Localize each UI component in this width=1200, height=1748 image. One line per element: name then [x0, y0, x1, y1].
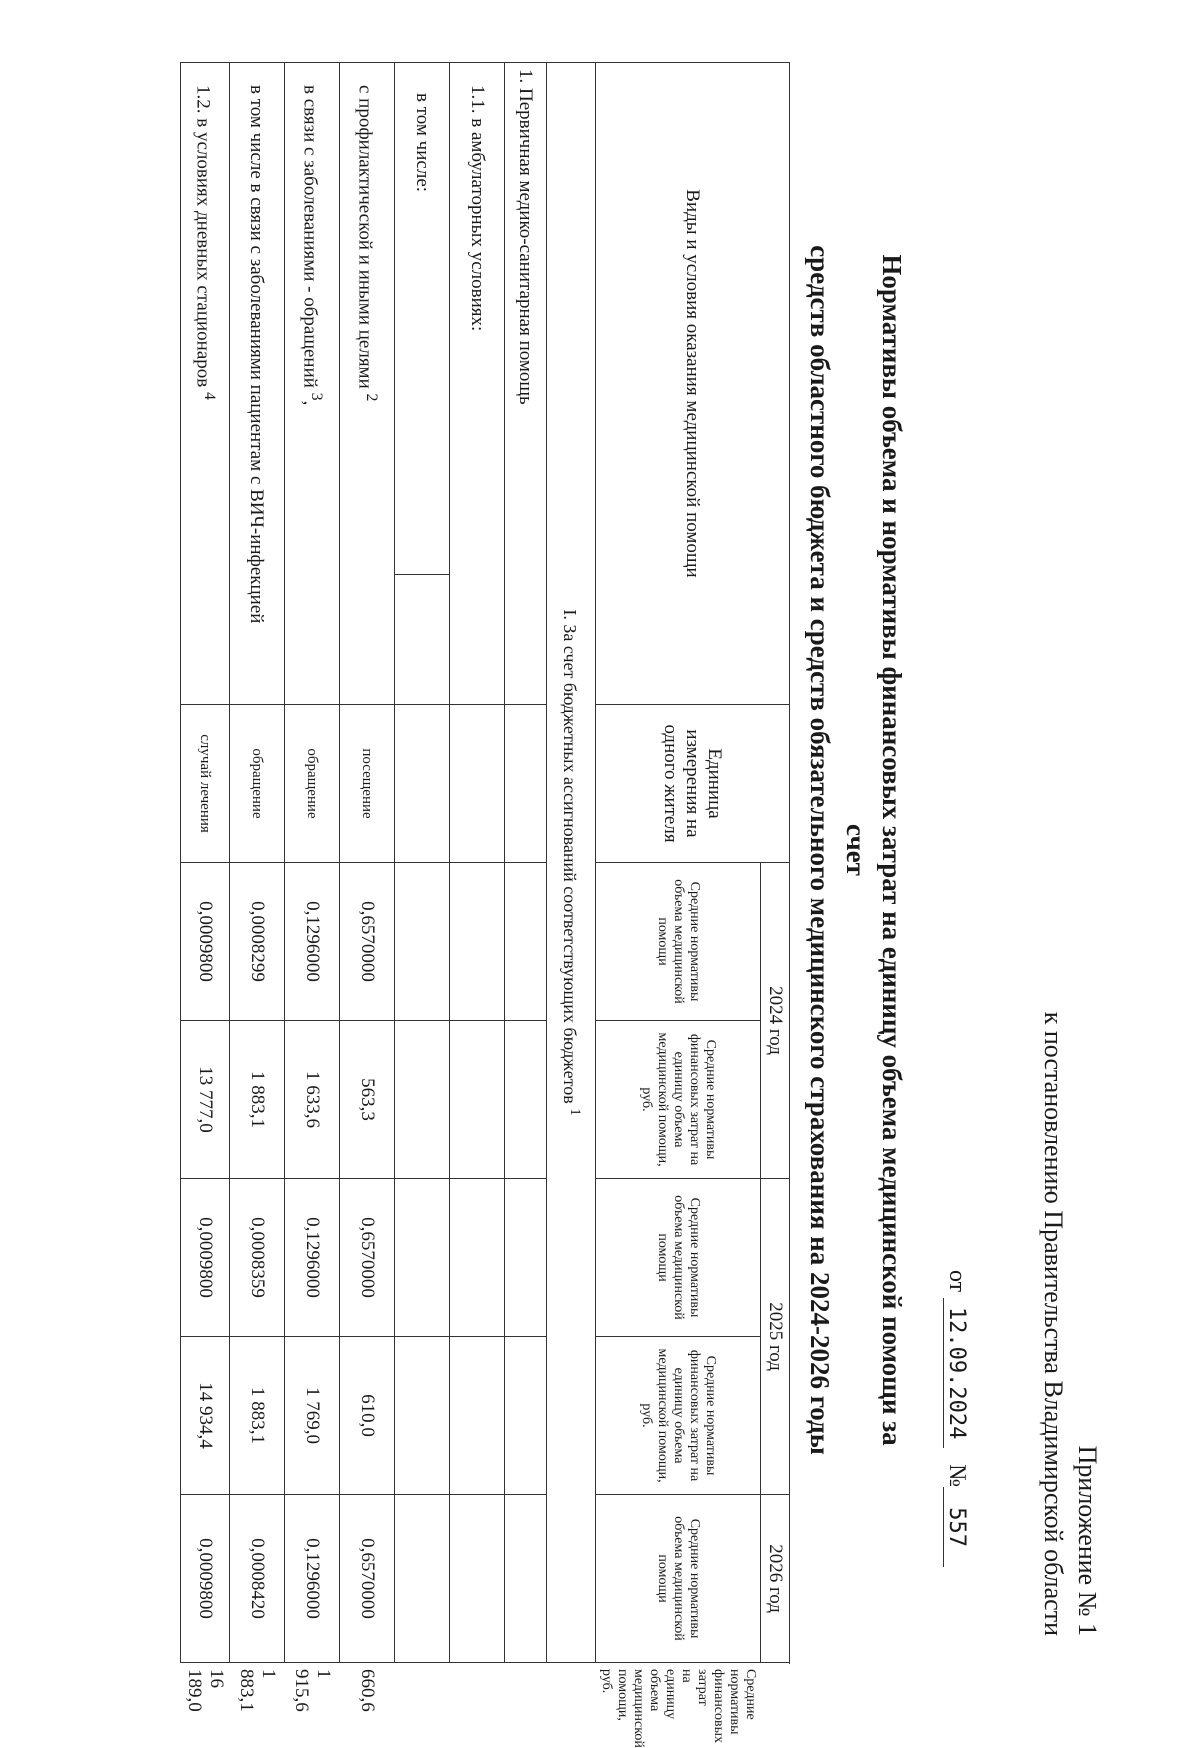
header-volume-2024: Средние нормативы объема медицинской помощи	[596, 863, 761, 1021]
row-name-tail: ,	[299, 400, 321, 406]
date-prefix: от	[944, 1270, 970, 1293]
value-cell: 0,1296000	[285, 863, 340, 1021]
appendix-number: Приложение № 1	[1073, 1445, 1102, 1636]
header-year-2025: 2025 год	[761, 1179, 790, 1495]
row-name-text: в связи с заболеваниями - обращений	[299, 85, 321, 388]
value-cell: 1 769,0	[285, 1337, 340, 1495]
row-name: 1. Первичная медико-санитарная помощь	[505, 63, 547, 705]
value-cell: 0,6570000	[340, 1179, 395, 1337]
row-unit	[450, 705, 505, 863]
value-cell: 0,0008420	[230, 1495, 285, 1663]
value-cell: 0,0008359	[230, 1179, 285, 1337]
section-footnote-mark: 1	[567, 1108, 583, 1116]
value-cell	[450, 1021, 505, 1179]
value-cell	[505, 1021, 547, 1179]
row-unit	[505, 705, 547, 863]
header-cost-2024: Средние нормативы финансовых затрат на единицу объема медицинской помощи, руб.	[596, 1021, 761, 1179]
empty-cell	[395, 575, 450, 705]
value-cell	[395, 863, 450, 1021]
header-year-2024: 2024 год	[761, 863, 790, 1179]
appendix-reference: к постановлению Правительства Владимирской области	[1039, 1011, 1068, 1636]
section-heading	[547, 63, 596, 1663]
row-unit: обращение	[285, 705, 340, 863]
value-cell	[505, 1179, 547, 1337]
header-volume-2025: Средние нормативы объема медицинской помощи	[596, 1179, 761, 1337]
value-cell: 0,0009800	[181, 1495, 230, 1663]
section-heading-text: I. За счет бюджетных ассигнований соответствующих бюджетов	[560, 609, 580, 1104]
value-cell	[450, 1179, 505, 1337]
table-row: 1.2. в условиях дневных стационаров $^4$ случай лечения 0,0009800 13 777,0 0,0009800 14 934,4 0,0009800 16 189,0	[181, 63, 230, 1663]
row-unit	[395, 705, 450, 863]
value-cell: 13 777,0	[181, 1021, 230, 1179]
value-cell: 0,1296000	[285, 1495, 340, 1663]
table-row	[395, 63, 450, 1663]
value-cell	[395, 1495, 450, 1663]
value-cell	[505, 863, 547, 1021]
value-cell: 14 934,4	[181, 1337, 230, 1495]
title-line-2: средств областного бюджета и средств обязательного медицинского страхования на 2024-2026 годы	[805, 245, 835, 1455]
row-footnote-mark: 2	[363, 393, 381, 402]
value-cell	[395, 1021, 450, 1179]
number-prefix: №	[944, 1464, 970, 1488]
value-cell	[450, 863, 505, 1021]
value-cell: 0,0009800	[181, 863, 230, 1021]
table-row: с профилактической и иными целями $^2$ посещение 0,6570000 563,3 0,6570000 610,0 0,6570000 660,6	[340, 63, 395, 1663]
decree-date: 12.09.2024	[943, 1298, 969, 1448]
title-line-1: Нормативы объема и нормативы финансовых затрат на единицу объема медицинской помощи за счет	[841, 254, 907, 1446]
row-name: 1.1. в амбулаторных условиях:	[450, 63, 505, 705]
value-cell: 1 883,1	[230, 1337, 285, 1495]
decree-number: 557	[943, 1487, 969, 1567]
value-cell: 0,6570000	[340, 863, 395, 1021]
value-cell: 1 633,6	[285, 1021, 340, 1179]
row-unit: обращение	[230, 705, 285, 863]
row-name-text: 1.2. в условиях дневных стационаров	[192, 85, 214, 388]
decree-date-line	[943, 1270, 970, 1590]
document-title	[802, 230, 910, 1470]
header-unit: Единица измерения на одного жителя	[596, 705, 790, 863]
header-kinds: Виды и условия оказания медицинской помощи	[596, 63, 790, 705]
value-cell	[395, 1337, 450, 1495]
row-name: в том числе:	[395, 63, 450, 575]
row-name	[285, 63, 340, 705]
value-cell: 0,6570000	[340, 1495, 395, 1663]
row-name: в том числе в связи с заболеваниями пациентам с ВИЧ-инфекцией	[230, 63, 285, 705]
header-year-2026: 2026 год	[761, 1495, 790, 1663]
row-unit: посещение	[340, 705, 395, 863]
appendix-block	[1036, 1012, 1104, 1636]
row-footnote-mark: 3	[308, 392, 326, 401]
value-cell: 0,0009800	[181, 1179, 230, 1337]
table-row: в связи с заболеваниями - обращений $^3$, обращение 0,1296000 1 633,6 0,1296000 1 769,0 0,1296000 1 915,6	[285, 63, 340, 1663]
table-row	[505, 63, 547, 1663]
row-name	[181, 63, 230, 705]
value-cell	[395, 1179, 450, 1337]
table-row	[450, 63, 505, 1663]
row-name	[340, 63, 395, 705]
value-cell	[505, 1337, 547, 1495]
value-cell	[505, 1495, 547, 1663]
value-cell	[450, 1337, 505, 1495]
table-row: в том числе в связи с заболеваниями пациентам с ВИЧ-инфекцией обращение 0,0008299 1 883,1 0,0008359 1 883,1 0,0008420 1 883,1	[230, 63, 285, 1663]
header-cost-2025: Средние нормативы финансовых затрат на единицу объема медицинской помощи, руб.	[596, 1337, 761, 1495]
row-footnote-mark: 4	[201, 392, 219, 400]
header-volume-2026: Средние нормативы объема медицинской помощи	[596, 1495, 761, 1663]
row-unit: случай лечения	[181, 705, 230, 863]
value-cell: 0,1296000	[285, 1179, 340, 1337]
norms-table: Виды и условия оказания медицинской помощи Единица измерения на одного жителя 2024 год 2025 год 2026 год Средние нормативы объема медицинской помощи Средние нормативы финансовых затрат на единицу объема медицинской помощи, руб. Средние нормативы объема медицинской помощи Средние нормативы финансовых затрат на единицу объема медицинской помощи, руб. Средние нормативы объема медицинской помощи Средние нормативы финансовых затрат на единицу объема медицинской помощи, руб. I. За счет бюджетных ассигнований соответствующих бюджетов $^1$ 1. Первичная медико-санитарная помощь 1.1. в амбулаторных условиях: в том числе: с профилактической и иными целями $^2$ посещение 0,6570000 563,3 0,6570000 610,0 0,6570000 660,6 в связи с заболеваниями - обращений $^3$, обращение 0,1296000 1 633,6 0,1296000 1 769,0 0,1296000 1 915,6 в том числе в связи с заболеваниями пациентам с ВИЧ-инфекцией обращение 0,0008299 1 883,1 0,0008359 1 883,1 0,0008420 1 883,1 1.2. в условиях дневных стационаров $^4$ случай лечения 0,0009800 13 777,0 0,0009800 14 934,4 0,0009800 16 189,0	[180, 62, 790, 1663]
value-cell: 0,0008299	[230, 863, 285, 1021]
value-cell: 610,0	[340, 1337, 395, 1495]
value-cell: 563,3	[340, 1021, 395, 1179]
value-cell	[450, 1495, 505, 1663]
row-name-text: с профилактической и иными целями	[354, 85, 376, 389]
value-cell: 1 883,1	[230, 1021, 285, 1179]
